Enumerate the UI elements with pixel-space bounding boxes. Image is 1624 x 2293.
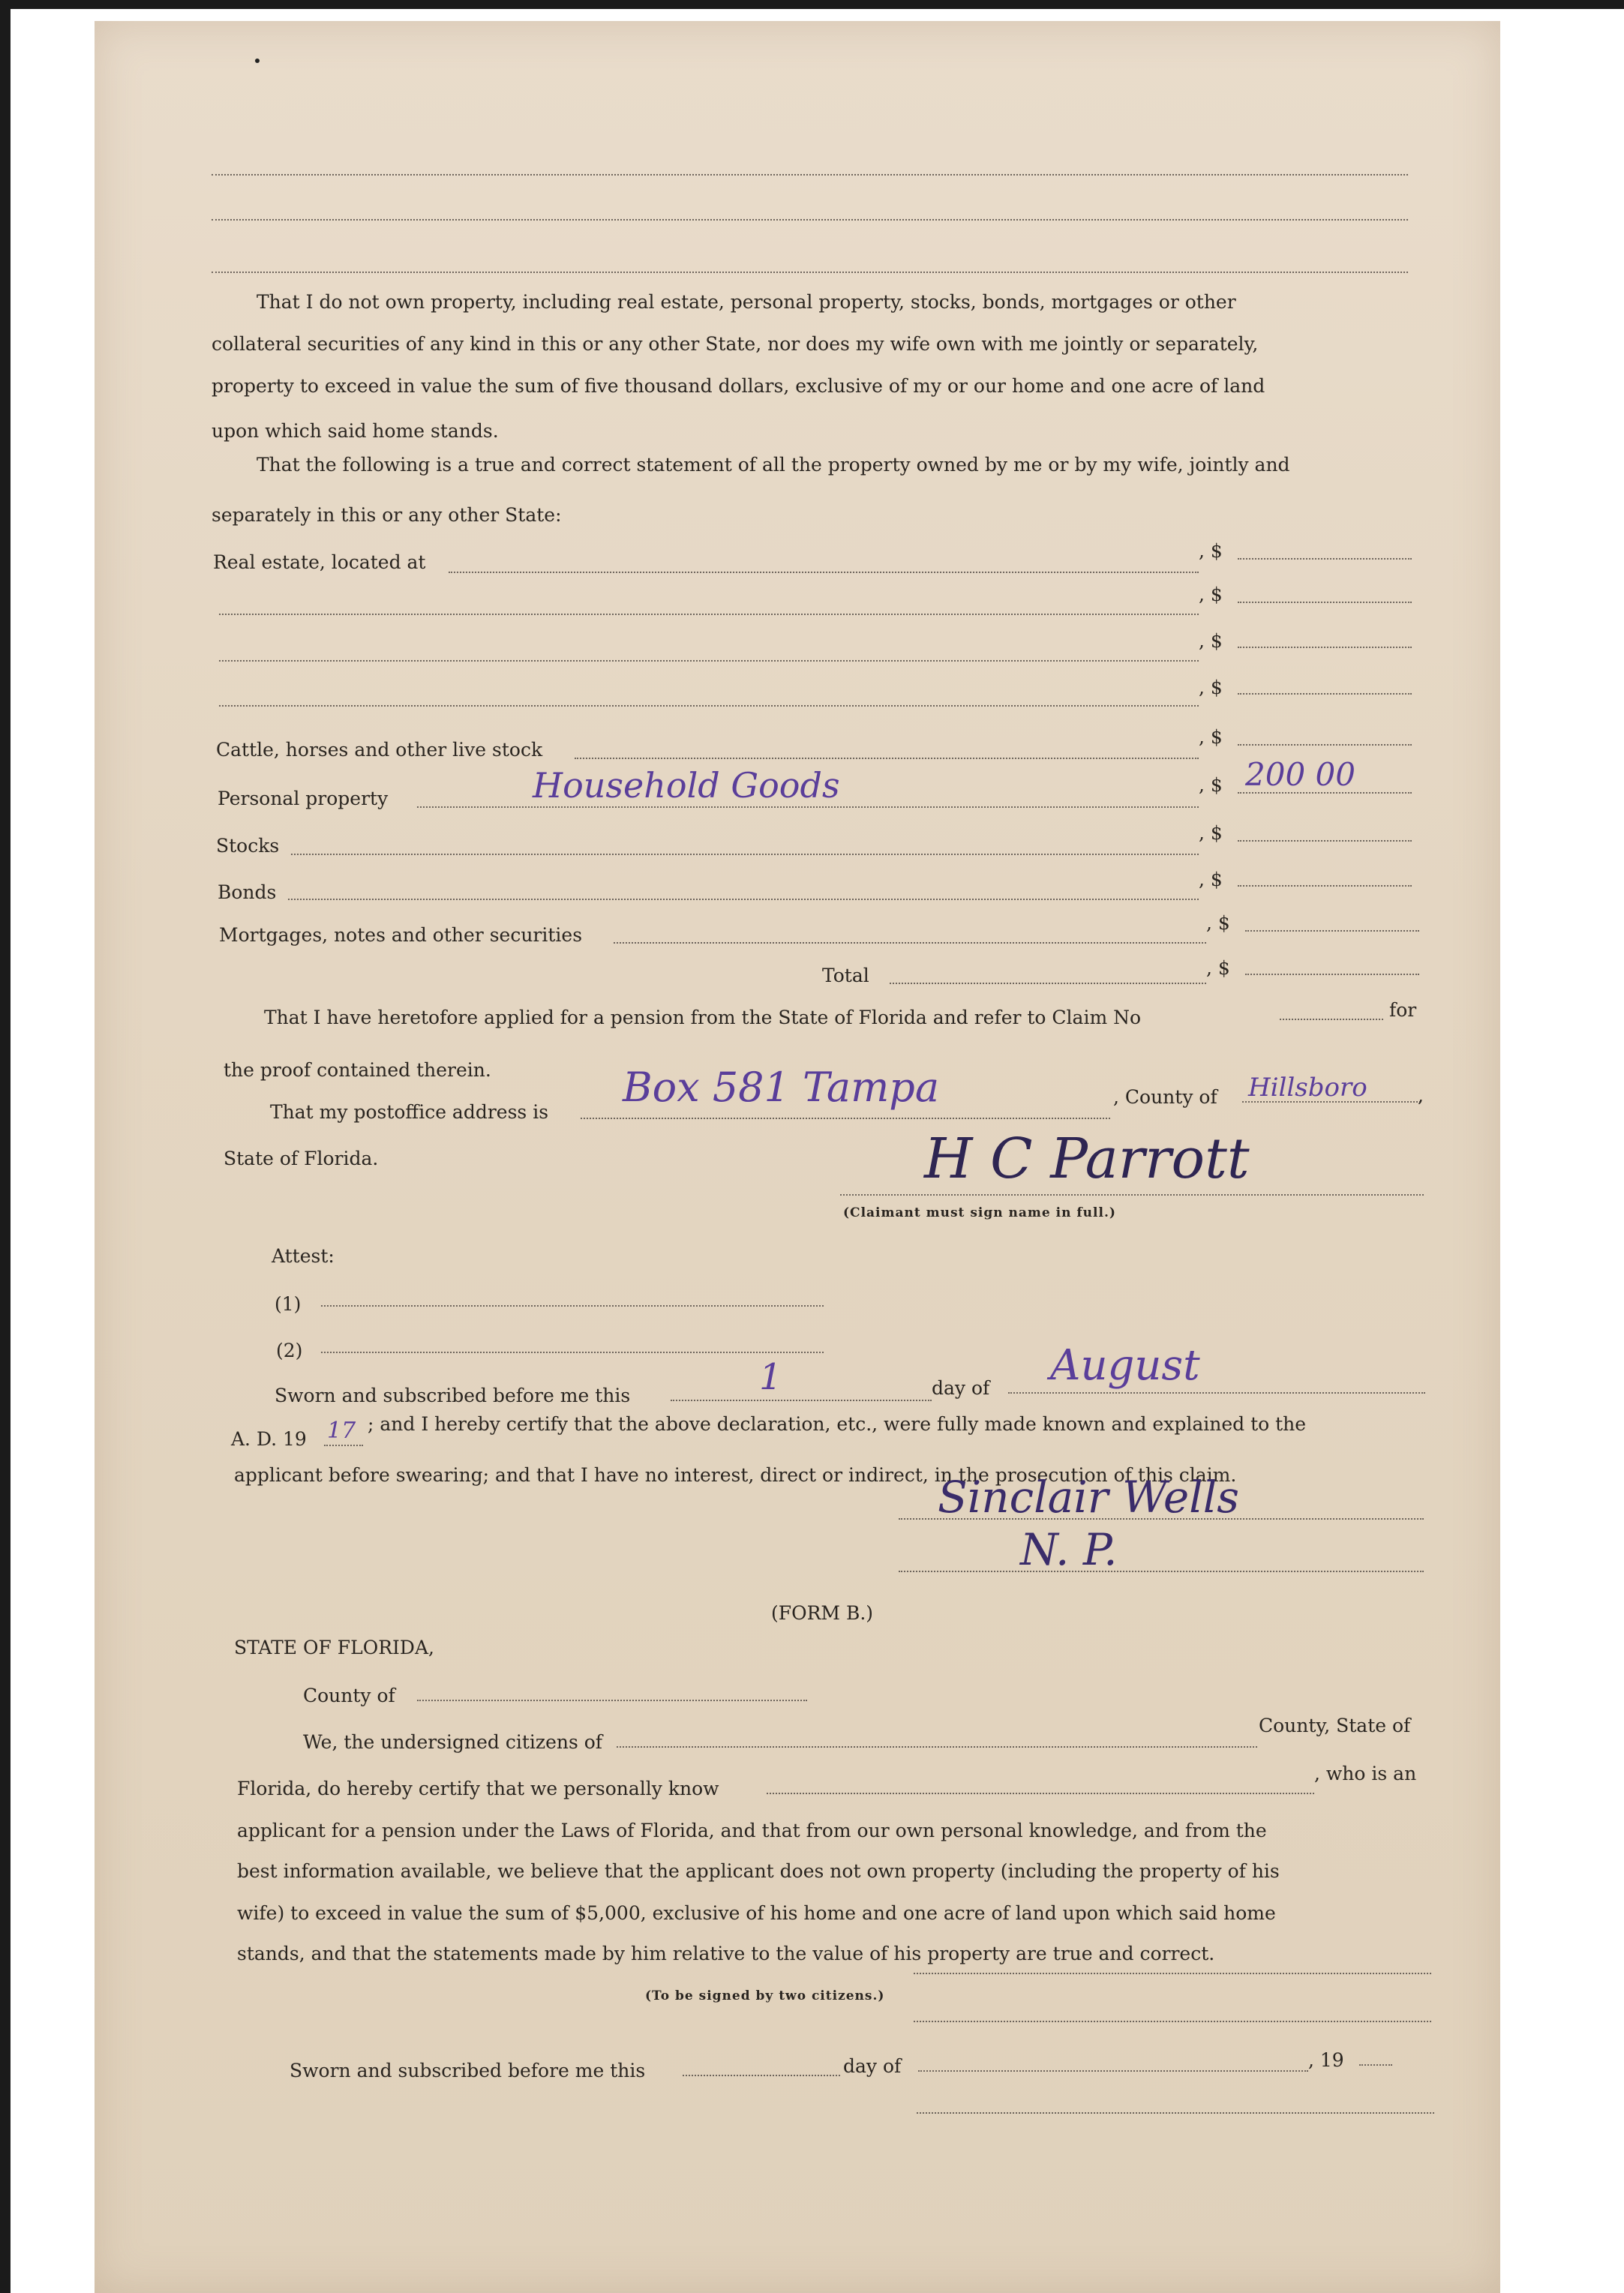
total-field[interactable] bbox=[890, 983, 1206, 984]
ad-line-c: applicant before swearing; and that I have no interest, direct or indirect, in the prosecution of this claim. bbox=[234, 1464, 1237, 1486]
form-b-p-line4: stands, and that the statements made by him relative to the value of his property are true and correct. bbox=[237, 1943, 1215, 1964]
attest-two: (2) bbox=[276, 1340, 303, 1361]
postoffice-label: That my postoffice address is bbox=[270, 1101, 549, 1123]
scanner-top-border bbox=[0, 0, 1624, 9]
mortgages-dollar: , $ bbox=[1206, 912, 1230, 934]
ad-line-b: ; and I hereby certify that the above declaration, etc., were fully made known and explained to the bbox=[368, 1413, 1307, 1435]
real-estate-amount-3[interactable] bbox=[1238, 647, 1412, 648]
p2-line2: separately in this or any other State: bbox=[212, 504, 562, 526]
form-b-official-sig-line[interactable] bbox=[917, 2112, 1434, 2114]
form-b-sworn-a: Sworn and subscribed before me this bbox=[290, 2060, 646, 2081]
real-estate-dollar-3: , $ bbox=[1199, 630, 1223, 652]
form-b-fl-a: Florida, do hereby certify that we personally know bbox=[237, 1778, 719, 1799]
form-b-p-line2: best information available, we believe that the applicant does not own property (including the property of his bbox=[237, 1860, 1280, 1882]
sworn-line-b: day of bbox=[932, 1377, 990, 1399]
postoffice-handwritten: Box 581 Tampa bbox=[623, 1064, 940, 1111]
state-of-florida: State of Florida. bbox=[224, 1148, 379, 1169]
form-b-two-citizens: (To be signed by two citizens.) bbox=[645, 1988, 885, 2003]
form-b-sworn-c: , 19 bbox=[1308, 2049, 1344, 2071]
real-estate-field-1[interactable] bbox=[449, 572, 1199, 573]
total-dollar: , $ bbox=[1206, 957, 1230, 979]
claimant-signature: H C Parrott bbox=[924, 1127, 1250, 1191]
form-b-p-line3: wife) to exceed in value the sum of $5,000, exclusive of his home and one acre of land upon which said home bbox=[237, 1902, 1276, 1924]
sworn-month-field[interactable] bbox=[1008, 1392, 1425, 1394]
claim-line1: That I have heretofore applied for a pension from the State of Florida and refer to Claim No bbox=[264, 1007, 1142, 1028]
p2-line1: That the following is a true and correct statement of all the property owned by me or by my wife, jointly and bbox=[257, 454, 1290, 476]
real-estate-label: Real estate, located at bbox=[213, 551, 426, 573]
form-b-p-line1: applicant for a pension under the Laws of Florida, and that from our own personal knowledge, and from the bbox=[237, 1820, 1267, 1841]
real-estate-field-4[interactable] bbox=[219, 705, 1199, 707]
bonds-label: Bonds bbox=[218, 881, 277, 903]
claimant-signature-line[interactable] bbox=[840, 1194, 1424, 1196]
form-b-sworn-day-field[interactable] bbox=[683, 2075, 840, 2076]
real-estate-field-2[interactable] bbox=[219, 614, 1199, 615]
claim-line1-for: for bbox=[1389, 999, 1417, 1021]
attest-label: Attest: bbox=[272, 1245, 335, 1267]
real-estate-field-3[interactable] bbox=[219, 660, 1199, 662]
p1-line3: property to exceed in value the sum of five thousand dollars, exclusive of my or our home and one acre of land bbox=[212, 375, 1265, 397]
form-b-state: STATE OF FLORIDA, bbox=[234, 1637, 434, 1658]
livestock-field[interactable] bbox=[575, 758, 1199, 759]
blank-line-3 bbox=[212, 272, 1408, 273]
county-comma: , bbox=[1418, 1085, 1424, 1106]
form-b-we-b: County, State of bbox=[1259, 1715, 1411, 1736]
notary-signature: Sinclair Wells bbox=[938, 1472, 1240, 1523]
form-b-applicant-field[interactable] bbox=[767, 1793, 1314, 1794]
notary-signature-line[interactable] bbox=[899, 1518, 1424, 1520]
livestock-amount[interactable] bbox=[1238, 744, 1412, 746]
form-b-county-label: County of bbox=[303, 1685, 395, 1706]
personal-dollar: , $ bbox=[1199, 774, 1223, 796]
ad-year-field[interactable] bbox=[324, 1445, 363, 1446]
form-b-citizen-sig-2[interactable] bbox=[914, 2021, 1431, 2022]
form-b-fl-b: , who is an bbox=[1314, 1763, 1417, 1784]
attest-one-field[interactable] bbox=[321, 1305, 824, 1307]
bonds-field[interactable] bbox=[288, 899, 1199, 900]
form-b-county-field[interactable] bbox=[417, 1700, 807, 1701]
sworn-month-handwritten: August bbox=[1050, 1341, 1200, 1390]
notary-np: N. P. bbox=[1020, 1524, 1118, 1575]
real-estate-amount-2[interactable] bbox=[1238, 602, 1412, 603]
p1-line1: That I do not own property, including real estate, personal property, stocks, bonds, mortgages or other bbox=[257, 291, 1236, 313]
mortgages-label: Mortgages, notes and other securities bbox=[219, 924, 583, 946]
livestock-label: Cattle, horses and other live stock bbox=[216, 739, 543, 761]
personal-value-handwritten: 200 00 bbox=[1245, 756, 1355, 793]
sign-caption: (Claimant must sign name in full.) bbox=[843, 1205, 1116, 1220]
ad-year-label: A. D. 19 bbox=[231, 1428, 307, 1450]
personal-desc-handwritten: Household Goods bbox=[533, 765, 840, 806]
real-estate-amount-1[interactable] bbox=[1238, 558, 1412, 560]
sworn-line-a: Sworn and subscribed before me this bbox=[275, 1385, 631, 1406]
stocks-label: Stocks bbox=[216, 835, 280, 857]
form-b-sworn-month-field[interactable] bbox=[918, 2070, 1308, 2072]
ink-speck bbox=[255, 59, 260, 63]
stocks-dollar: , $ bbox=[1199, 822, 1223, 844]
mortgages-amount[interactable] bbox=[1245, 930, 1419, 932]
stocks-field[interactable] bbox=[291, 854, 1199, 855]
county-label: , County of bbox=[1113, 1086, 1217, 1108]
ad-year-handwritten: 17 bbox=[327, 1418, 356, 1444]
p1-line2: collateral securities of any kind in this or any other State, nor does my wife own with me jointly or separately, bbox=[212, 333, 1259, 355]
blank-line-1 bbox=[212, 174, 1408, 176]
bonds-amount[interactable] bbox=[1238, 885, 1412, 887]
personal-label: Personal property bbox=[218, 788, 389, 809]
sworn-day-handwritten: 1 bbox=[759, 1356, 782, 1398]
form-b-sworn-b: day of bbox=[843, 2055, 902, 2077]
postoffice-field[interactable] bbox=[581, 1118, 1110, 1119]
attest-two-field[interactable] bbox=[321, 1352, 824, 1353]
attest-one: (1) bbox=[275, 1293, 302, 1315]
scanner-left-border bbox=[0, 0, 11, 2293]
p1-line4: upon which said home stands. bbox=[212, 420, 499, 442]
real-estate-dollar-1: , $ bbox=[1199, 540, 1223, 562]
total-amount[interactable] bbox=[1245, 974, 1419, 975]
blank-line-2 bbox=[212, 219, 1408, 221]
form-b-heading: (FORM B.) bbox=[771, 1602, 874, 1624]
real-estate-amount-4[interactable] bbox=[1238, 693, 1412, 695]
real-estate-dollar-2: , $ bbox=[1199, 584, 1223, 605]
claim-line2: the proof contained therein. bbox=[224, 1059, 491, 1081]
bonds-dollar: , $ bbox=[1199, 869, 1223, 890]
real-estate-dollar-4: , $ bbox=[1199, 677, 1223, 698]
form-b-citizens-county-field[interactable] bbox=[617, 1746, 1257, 1748]
sworn-day-field[interactable] bbox=[671, 1400, 932, 1401]
mortgages-field[interactable] bbox=[614, 942, 1206, 944]
form-b-we-a: We, the undersigned citizens of bbox=[303, 1731, 603, 1753]
county-handwritten: Hillsboro bbox=[1248, 1073, 1367, 1103]
total-label: Total bbox=[822, 965, 869, 986]
stocks-amount[interactable] bbox=[1238, 840, 1412, 842]
livestock-dollar: , $ bbox=[1199, 726, 1223, 748]
form-b-sworn-year-field[interactable] bbox=[1359, 2064, 1392, 2066]
notary-title-line[interactable] bbox=[899, 1571, 1424, 1572]
claim-number-field[interactable] bbox=[1280, 1019, 1383, 1020]
personal-field[interactable] bbox=[417, 806, 1199, 808]
form-b-citizen-sig-1[interactable] bbox=[914, 1973, 1431, 1974]
